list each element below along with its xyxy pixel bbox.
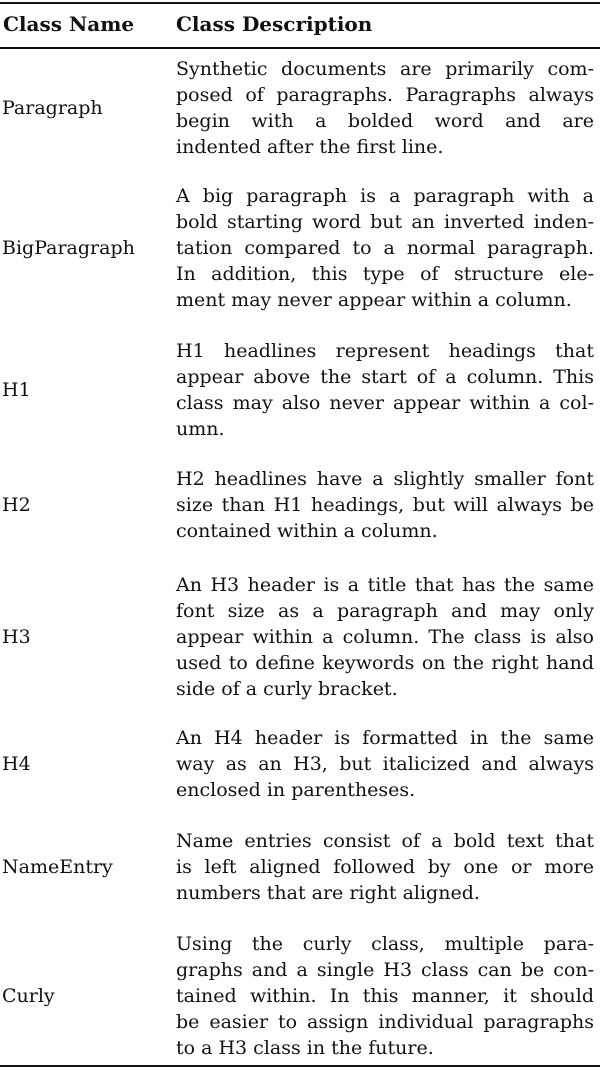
description-line: enclosed in parentheses. bbox=[176, 779, 416, 801]
class-description-cell bbox=[176, 338, 594, 442]
description-line: contained within a column. bbox=[176, 520, 438, 542]
description-line: tained within. In this manner, it should bbox=[176, 985, 594, 1007]
description-line: side of a curly bracket. bbox=[176, 678, 398, 700]
class-name-cell: H3 bbox=[2, 626, 31, 648]
class-name-cell: H2 bbox=[2, 494, 31, 516]
description-line: numbers that are right aligned. bbox=[176, 882, 480, 904]
description-line: umn. bbox=[176, 418, 225, 440]
table-row bbox=[0, 183, 600, 313]
description-line: appear above the start of a column. This bbox=[176, 366, 594, 388]
class-name-cell: H1 bbox=[2, 379, 31, 401]
header-class-name: Class Name bbox=[3, 12, 135, 36]
description-line: An H3 header is a title that has the same bbox=[176, 574, 594, 596]
header-class-description: Class Description bbox=[176, 12, 373, 36]
top-rule bbox=[0, 2, 600, 4]
description-line: graphs and a single H3 class can be con- bbox=[176, 959, 594, 981]
description-line: A big paragraph is a paragraph with a bbox=[176, 185, 594, 207]
class-name-cell: Curly bbox=[2, 985, 55, 1007]
class-name-cell: NameEntry bbox=[2, 856, 113, 878]
table-row bbox=[0, 572, 600, 702]
description-line: Using the curly class, multiple para- bbox=[176, 933, 594, 955]
description-line: ment may never appear within a column. bbox=[176, 289, 572, 311]
description-line: An H4 header is formatted in the same bbox=[176, 727, 594, 749]
table-row bbox=[0, 338, 600, 442]
class-name-cell: Paragraph bbox=[2, 97, 103, 119]
description-line: Synthetic documents are primarily com- bbox=[176, 58, 594, 80]
class-name-cell: BigParagraph bbox=[2, 237, 135, 259]
header-rule bbox=[0, 47, 600, 49]
description-line: H1 headlines represent headings that bbox=[176, 340, 594, 362]
description-line: font size as a paragraph and may only bbox=[176, 600, 594, 622]
class-description-cell bbox=[176, 931, 594, 1061]
table-row bbox=[0, 725, 600, 803]
description-line: In addition, this type of structure ele- bbox=[176, 263, 594, 285]
class-description-cell bbox=[176, 572, 594, 702]
description-line: posed of paragraphs. Paragraphs always bbox=[176, 84, 594, 106]
description-line: indented after the first line. bbox=[176, 136, 444, 158]
description-line: begin with a bolded word and are bbox=[176, 110, 594, 132]
class-description-cell bbox=[176, 183, 594, 313]
class-description-cell bbox=[176, 466, 594, 544]
description-line: used to define keywords on the right hand bbox=[176, 652, 594, 674]
table-row bbox=[0, 931, 600, 1061]
class-description-cell bbox=[176, 828, 594, 906]
description-line: is left aligned followed by one or more bbox=[176, 856, 594, 878]
description-line: be easier to assign individual paragraphs bbox=[176, 1011, 594, 1033]
table-row bbox=[0, 828, 600, 906]
class-description-cell bbox=[176, 56, 594, 160]
description-line: tation compared to a normal paragraph. bbox=[176, 237, 594, 259]
description-line: bold starting word but an inverted inden- bbox=[176, 211, 594, 233]
description-line: class may also never appear within a col- bbox=[176, 392, 594, 414]
description-line: Name entries consist of a bold text that bbox=[176, 830, 594, 852]
description-line: way as an H3, but italicized and always bbox=[176, 753, 594, 775]
table-row bbox=[0, 466, 600, 544]
bottom-rule bbox=[0, 1065, 600, 1067]
class-name-cell: H4 bbox=[2, 753, 31, 775]
description-line: H2 headlines have a slightly smaller font bbox=[176, 468, 594, 490]
description-line: appear within a column. The class is also bbox=[176, 626, 594, 648]
description-line: size than H1 headings, but will always be bbox=[176, 494, 594, 516]
class-description-cell bbox=[176, 725, 594, 803]
description-line: to a H3 class in the future. bbox=[176, 1037, 434, 1059]
table-row bbox=[0, 56, 600, 160]
